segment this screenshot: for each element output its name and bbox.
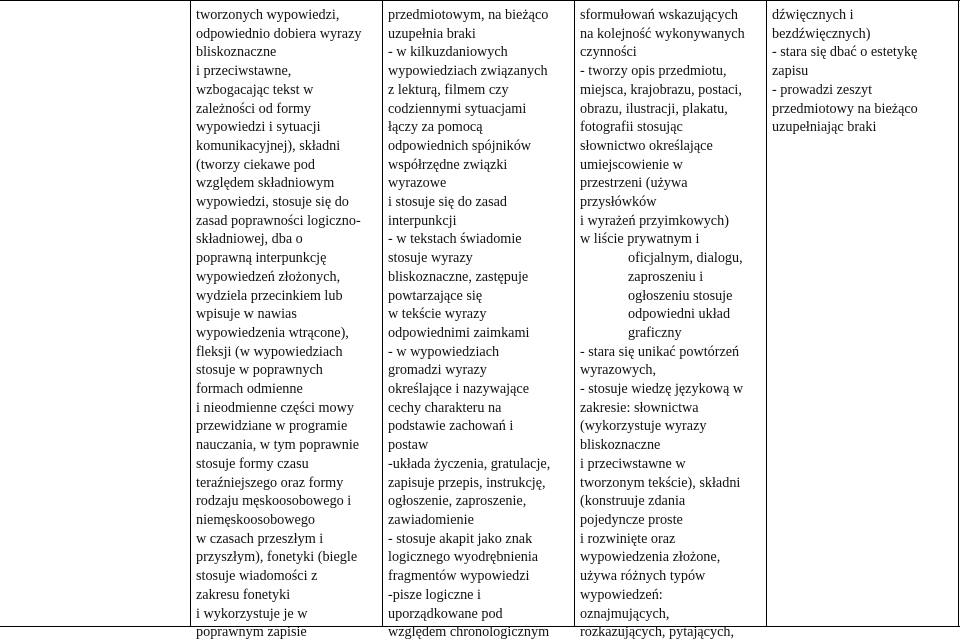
text-line: zakresu fonetyki bbox=[196, 586, 291, 603]
text-line: przestrzeni (używa bbox=[580, 175, 688, 192]
text-line: - w wypowiedziach bbox=[388, 343, 500, 360]
text-line: stosuje formy czasu bbox=[196, 455, 309, 472]
column-divider-1 bbox=[382, 0, 383, 627]
text-line: stosuje wyrazy bbox=[388, 250, 473, 267]
table-border-top bbox=[0, 0, 960, 1]
text-line: określające i nazywające bbox=[388, 381, 529, 398]
text-line: (tworzy ciekawe pod bbox=[196, 156, 315, 173]
text-line: w czasach przeszłym i bbox=[196, 530, 324, 547]
text-line: i przeciwstawne, bbox=[196, 63, 292, 80]
text-line: poprawnym zapisie bbox=[196, 624, 307, 641]
text-line: - tworzy opis przedmiotu, bbox=[580, 63, 727, 80]
text-line: z lekturą, filmem czy bbox=[388, 81, 509, 98]
text-line: niemęskoosobowego bbox=[196, 511, 316, 528]
text-line: zależności od formy bbox=[196, 100, 312, 117]
text-line: zaproszeniu i bbox=[628, 268, 704, 285]
text-line: wypowiedzi i sytuacji bbox=[196, 119, 321, 136]
text-line: odpowiednimi zaimkami bbox=[388, 324, 530, 341]
text-line: fragmentów wypowiedzi bbox=[388, 568, 530, 585]
text-line: wypowiedzi, stosuje się do bbox=[196, 194, 349, 211]
text-line: powtarzające się bbox=[388, 287, 483, 304]
text-line: gromadzi wyrazy bbox=[388, 362, 487, 379]
text-line: fleksji (w wypowiedziach bbox=[196, 343, 343, 360]
text-line: wypowiedzenia złożone, bbox=[580, 549, 721, 566]
text-line: i stosuje się do zasad bbox=[388, 194, 507, 211]
text-line: wypowiedzeń złożonych, bbox=[196, 268, 341, 285]
text-line: przedmiotowy na bieżąco bbox=[772, 100, 918, 117]
text-line: rodzaju męskoosobowego i bbox=[196, 493, 352, 510]
text-line: komunikacyjnej), składni bbox=[196, 137, 341, 154]
text-line: rozkazujących, pytających, bbox=[580, 624, 735, 641]
text-line: odpowiednich spójników bbox=[388, 137, 532, 154]
table-border-right bbox=[958, 0, 959, 627]
text-line: w tekście wyrazy bbox=[388, 306, 487, 323]
text-line: interpunkcji bbox=[388, 212, 457, 229]
text-line: - stara się dbać o estetykę bbox=[772, 44, 918, 61]
text-line: - w kilkuzdaniowych bbox=[388, 44, 508, 61]
text-line: (konstruuje zdania bbox=[580, 493, 686, 510]
text-line: czynności bbox=[580, 44, 637, 61]
text-line: względem chronologicznym bbox=[388, 624, 550, 641]
text-line: odpowiedni układ bbox=[628, 306, 731, 323]
text-line: bliskoznaczne, zastępuje bbox=[388, 268, 529, 285]
text-line: bliskoznaczne bbox=[196, 44, 277, 61]
text-line: używa różnych typów bbox=[580, 568, 706, 585]
text-line: bezdźwięcznych) bbox=[772, 25, 871, 42]
text-line: współrzędne związki bbox=[388, 156, 508, 173]
text-line: wypowiedziach związanych bbox=[388, 63, 548, 80]
text-line: cechy charakteru na bbox=[388, 399, 502, 416]
text-line: wzbogacając tekst w bbox=[196, 81, 314, 98]
text-line: ogłoszeniu stosuje bbox=[628, 287, 733, 304]
text-line: - stosuje akapit jako znak bbox=[388, 530, 533, 547]
text-line: i wykorzystuje je w bbox=[196, 605, 308, 622]
text-line: pojedyncze proste bbox=[580, 511, 683, 528]
text-line: oznajmujących, bbox=[580, 605, 670, 622]
text-line: odpowiednio dobiera wyrazy bbox=[196, 25, 362, 42]
text-line: i wyrażeń przyimkowych) bbox=[580, 212, 729, 229]
text-line: - stosuje wiedzę językową w bbox=[580, 381, 744, 398]
text-line: oficjalnym, dialogu, bbox=[628, 250, 743, 267]
text-line: formach odmienne bbox=[196, 381, 303, 398]
text-line: teraźniejszego oraz formy bbox=[196, 474, 344, 491]
text-line: i nieodmienne części mowy bbox=[196, 399, 354, 416]
text-line: wpisuje w nawias bbox=[196, 306, 297, 323]
table-cell-column-1 bbox=[196, 6, 361, 642]
text-line: wyrazowych, bbox=[580, 362, 657, 379]
table-cell-column-4 bbox=[772, 6, 918, 137]
text-line: fotografii stosując bbox=[580, 119, 683, 136]
text-line: uzupełnia braki bbox=[388, 25, 476, 42]
text-line: przewidziane w programie bbox=[196, 418, 348, 435]
text-line: tworzonym tekście), składni bbox=[580, 474, 741, 491]
text-line: dźwięcznych i bbox=[772, 7, 854, 23]
text-line: sformułowań wskazujących bbox=[580, 7, 738, 23]
table-border-left bbox=[190, 0, 191, 627]
text-line: obrazu, ilustracji, plakatu, bbox=[580, 100, 728, 117]
text-line: względem składniowym bbox=[196, 175, 335, 192]
text-line: zakresie: słownictwa bbox=[580, 399, 699, 416]
text-line: nauczania, w tym poprawnie bbox=[196, 437, 360, 454]
text-line: przyszłym), fonetyki (biegle bbox=[196, 549, 358, 566]
text-line: bliskoznaczne bbox=[580, 437, 661, 454]
text-line: tworzonych wypowiedzi, bbox=[196, 7, 340, 23]
text-line: składniowej, dba o bbox=[196, 231, 303, 248]
text-line: miejsca, krajobrazu, postaci, bbox=[580, 81, 742, 98]
text-line: umiejscowienie w bbox=[580, 156, 683, 173]
text-line: logicznego wyodrębnienia bbox=[388, 549, 539, 566]
column-divider-3 bbox=[766, 0, 767, 627]
text-line: -układa życzenia, gratulacje, bbox=[388, 455, 551, 472]
text-line: zapisu bbox=[772, 63, 809, 80]
text-line: łączy za pomocą bbox=[388, 119, 483, 136]
table-cell-column-3 bbox=[580, 6, 745, 642]
text-line: w liście prywatnym i bbox=[580, 231, 700, 248]
text-line: stosuje w poprawnych bbox=[196, 362, 323, 379]
text-line: podstawie zachowań i bbox=[388, 418, 514, 435]
text-line: poprawną interpunkcję bbox=[196, 250, 327, 267]
text-line: graficzny bbox=[628, 324, 682, 341]
text-line: uporządkowane pod bbox=[388, 605, 503, 622]
text-line: wypowiedzenia wtrącone), bbox=[196, 324, 349, 341]
text-line: stosuje wiadomości z bbox=[196, 568, 318, 585]
text-line: - w tekstach świadomie bbox=[388, 231, 522, 248]
text-line: ogłoszenie, zaproszenie, bbox=[388, 493, 527, 510]
column-divider-2 bbox=[574, 0, 575, 627]
text-line: -pisze logiczne i bbox=[388, 586, 481, 603]
text-line: (wykorzystuje wyrazy bbox=[580, 418, 707, 435]
text-line: słownictwo określające bbox=[580, 137, 713, 154]
text-line: zapisuje przepis, instrukcję, bbox=[388, 474, 546, 491]
text-line: i przeciwstawne w bbox=[580, 455, 686, 472]
table-cell-column-2 bbox=[388, 6, 550, 642]
text-line: - prowadzi zeszyt bbox=[772, 81, 873, 98]
text-line: wydziela przecinkiem lub bbox=[196, 287, 343, 304]
text-line: przysłówków bbox=[580, 194, 657, 211]
text-line: zawiadomienie bbox=[388, 511, 474, 528]
text-line: i rozwinięte oraz bbox=[580, 530, 676, 547]
text-line: wyrazowe bbox=[388, 175, 447, 192]
text-line: codziennymi sytuacjami bbox=[388, 100, 527, 117]
text-line: zasad poprawności logiczno- bbox=[196, 212, 361, 229]
text-line: przedmiotowym, na bieżąco bbox=[388, 7, 549, 23]
text-line: uzupełniając braki bbox=[772, 119, 877, 136]
text-line: wypowiedzeń: bbox=[580, 586, 663, 603]
text-line: na kolejność wykonywanych bbox=[580, 25, 745, 42]
text-line: - stara się unikać powtórzeń bbox=[580, 343, 740, 360]
text-line: postaw bbox=[388, 437, 429, 454]
